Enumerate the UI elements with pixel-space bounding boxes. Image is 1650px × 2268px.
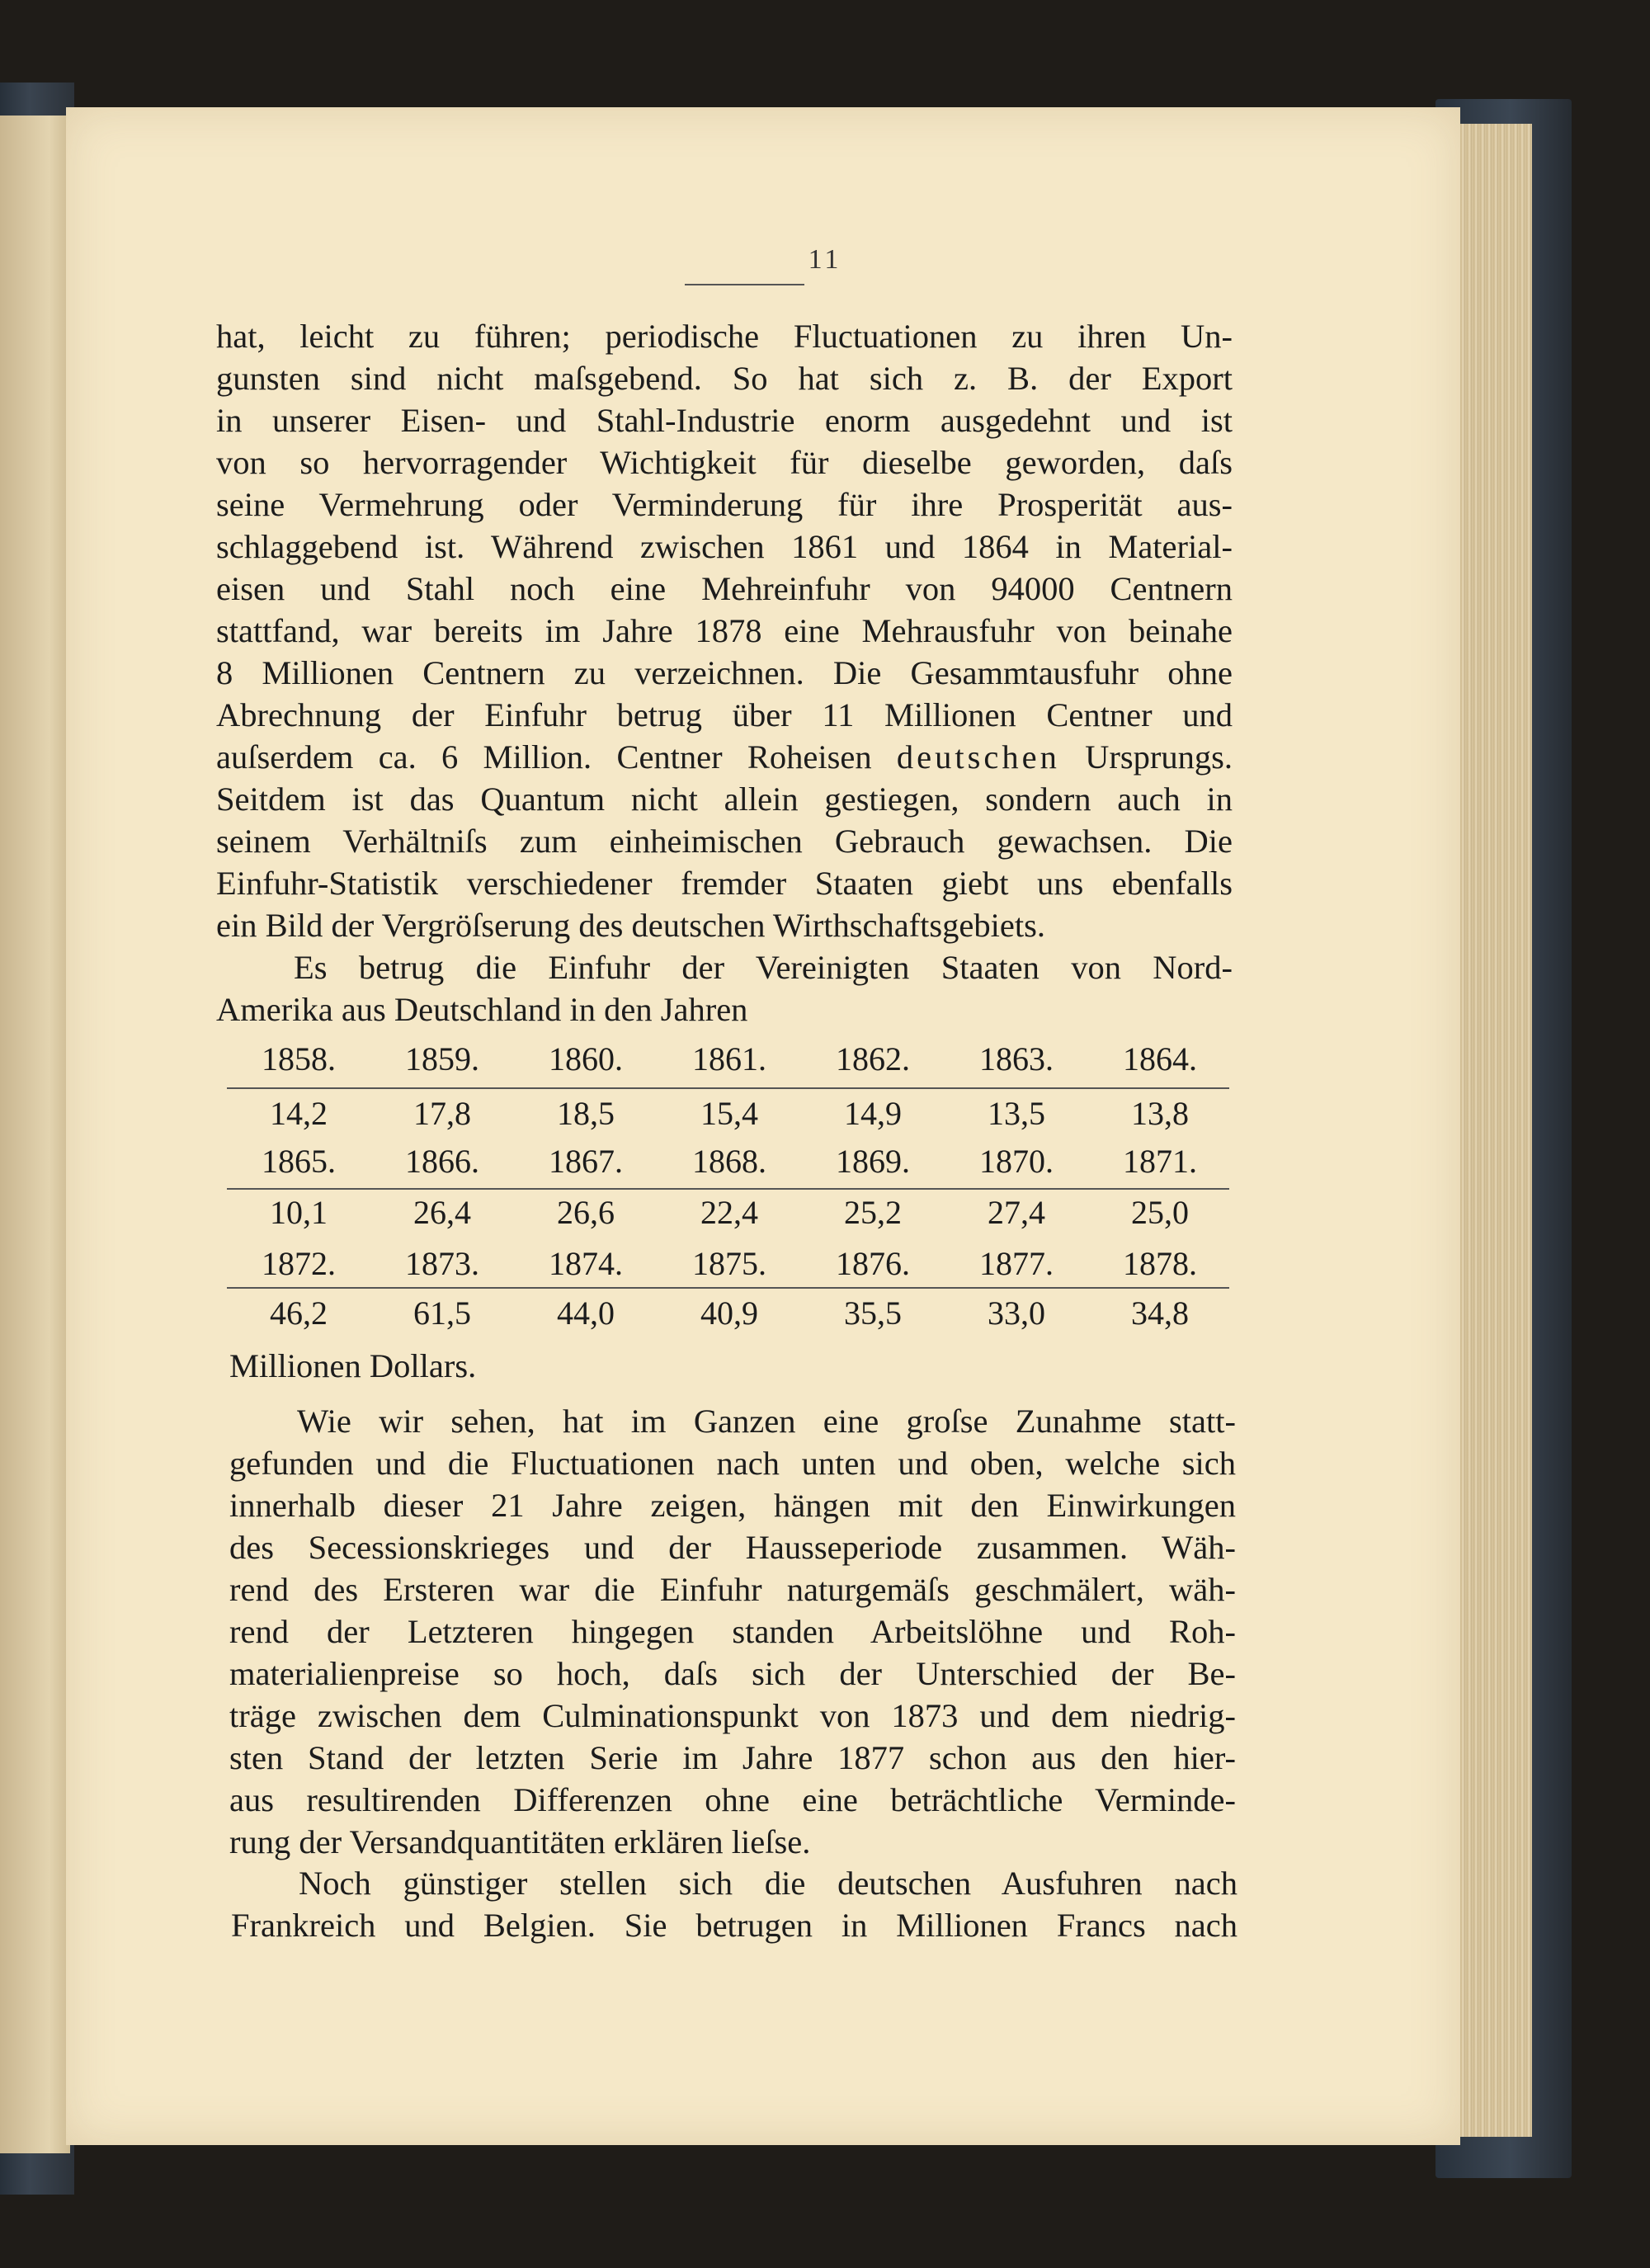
text-line: in unserer Eisen- und Stahl-Industrie enorm ausgedehnt und ist	[216, 402, 1233, 439]
left-page-edge	[0, 116, 70, 2153]
year-cell: 1875.	[692, 1245, 766, 1282]
text-line: Amerika aus Deutschland in den Jahren	[216, 991, 748, 1028]
year-cell: 1864.	[1123, 1040, 1197, 1077]
text-line: Abrechnung der Einfuhr betrug über 11 Millionen Centner und	[216, 696, 1233, 733]
text-line: von so hervorragender Wichtigkeit für dieselbe geworden, daſs	[216, 444, 1233, 481]
paragraph-3	[229, 1400, 1236, 1863]
text-line: Noch günstiger stellen sich die deutschen Ausfuhren nach	[299, 1865, 1238, 1902]
year-cell: 1862.	[836, 1040, 910, 1077]
text-line: materialienpreise so hoch, daſs sich der Unterschied der Be-	[229, 1655, 1236, 1692]
text-line: rung der Versandquantitäten erklären lieſse.	[229, 1823, 811, 1860]
paragraph-4	[231, 1862, 1238, 1946]
year-cell: 1874.	[549, 1245, 623, 1282]
value-cell: 22,4	[700, 1194, 758, 1231]
text-line: 8 Millionen Centnern zu verzeichnen. Die Gesammtausfuhr ohne	[216, 654, 1233, 691]
table-rule	[227, 1087, 1229, 1089]
year-cell: 1876.	[836, 1245, 910, 1282]
text-line: sten Stand der letzten Serie im Jahre 1877 schon aus den hier-	[229, 1739, 1236, 1776]
year-cell: 1870.	[979, 1143, 1054, 1180]
value-cell: 13,5	[988, 1095, 1045, 1132]
text-line: schlaggebend ist. Während zwischen 1861 und 1864 in Material-	[216, 528, 1233, 565]
text-line: aus resultirenden Differenzen ohne eine beträchtliche Verminde-	[229, 1781, 1236, 1818]
year-cell: 1860.	[549, 1040, 623, 1077]
value-cell: 35,5	[844, 1294, 902, 1332]
year-row	[227, 1244, 1233, 1285]
text-fragment: auſserdem ca. 6 Million. Centner Roheisen	[216, 738, 872, 776]
text-line: innerhalb dieser 21 Jahre zeigen, hängen mit den Einwirkungen	[229, 1487, 1236, 1524]
year-cell: 1858.	[262, 1040, 336, 1077]
table-rule	[227, 1287, 1229, 1289]
year-cell: 1872.	[262, 1245, 336, 1282]
value-row	[227, 1094, 1233, 1135]
year-cell: 1869.	[836, 1143, 910, 1180]
year-row	[227, 1040, 1233, 1081]
emphasized-word: deutschen	[896, 738, 1060, 776]
text-line: des Secessionskrieges und der Hausseperiode zusammen. Wäh-	[229, 1529, 1236, 1566]
year-cell: 1865.	[262, 1143, 336, 1180]
year-cell: 1871.	[1123, 1143, 1197, 1180]
value-cell: 18,5	[557, 1095, 615, 1132]
text-line: Wie wir sehen, hat im Ganzen eine groſse Zunahme statt-	[297, 1403, 1236, 1440]
value-cell: 26,4	[413, 1194, 471, 1231]
table-rule	[227, 1188, 1229, 1190]
page-number: 11	[808, 244, 842, 275]
paragraph-2	[216, 946, 1233, 1030]
year-cell: 1863.	[979, 1040, 1054, 1077]
table-caption: Millionen Dollars.	[229, 1347, 477, 1384]
text-line: träge zwischen dem Culminationspunkt von 1873 und dem niedrig-	[229, 1697, 1236, 1734]
value-cell: 33,0	[988, 1294, 1045, 1332]
page-number-rule	[685, 284, 804, 285]
text-line: Einfuhr-Statistik verschiedener fremder Staaten giebt uns ebenfalls	[216, 865, 1233, 902]
value-cell: 14,2	[270, 1095, 328, 1132]
paragraph-1	[216, 315, 1233, 946]
value-cell: 34,8	[1131, 1294, 1189, 1332]
year-cell: 1867.	[549, 1143, 623, 1180]
text-line: ein Bild der Vergröſserung des deutschen Wirthschaftsgebiets.	[216, 907, 1046, 944]
text-line	[216, 736, 1233, 778]
value-cell: 26,6	[557, 1194, 615, 1231]
value-cell: 25,0	[1131, 1194, 1189, 1231]
text-line: stattfand, war bereits im Jahre 1878 eine Mehrausfuhr von beinahe	[216, 612, 1233, 649]
text-line: seine Vermehrung oder Verminderung für ihre Prosperität aus-	[216, 486, 1233, 523]
year-cell: 1878.	[1123, 1245, 1197, 1282]
value-cell: 25,2	[844, 1194, 902, 1231]
value-cell: 14,9	[844, 1095, 902, 1132]
text-line: hat, leicht zu führen; periodische Fluctuationen zu ihren Un-	[216, 318, 1233, 355]
value-cell: 40,9	[700, 1294, 758, 1332]
value-row	[227, 1193, 1233, 1234]
text-line: Frankreich und Belgien. Sie betrugen in Millionen Francs nach	[231, 1907, 1238, 1944]
value-cell: 17,8	[413, 1095, 471, 1132]
text-line: gunsten sind nicht maſsgebend. So hat sich z. B. der Export	[216, 360, 1233, 397]
value-cell: 27,4	[988, 1194, 1045, 1231]
value-cell: 44,0	[557, 1294, 615, 1332]
year-cell: 1861.	[692, 1040, 766, 1077]
text-fragment: Ursprungs.	[1085, 738, 1233, 776]
value-cell: 13,8	[1131, 1095, 1189, 1132]
text-line: rend des Ersteren war die Einfuhr naturgemäſs geschmälert, wäh-	[229, 1571, 1236, 1608]
text-line: gefunden und die Fluctuationen nach unten und oben, welche sich	[229, 1445, 1236, 1482]
year-cell: 1866.	[405, 1143, 479, 1180]
text-line: rend der Letzteren hingegen standen Arbeitslöhne und Roh-	[229, 1613, 1236, 1650]
year-cell: 1877.	[979, 1245, 1054, 1282]
value-cell: 10,1	[270, 1194, 328, 1231]
year-cell: 1873.	[405, 1245, 479, 1282]
text-line: seinem Verhältniſs zum einheimischen Gebrauch gewachsen. Die	[216, 823, 1233, 860]
value-cell: 46,2	[270, 1294, 328, 1332]
year-cell: 1859.	[405, 1040, 479, 1077]
year-row	[227, 1142, 1233, 1183]
text-line: Seitdem ist das Quantum nicht allein gestiegen, sondern auch in	[216, 780, 1233, 818]
year-cell: 1868.	[692, 1143, 766, 1180]
text-line: eisen und Stahl noch eine Mehreinfuhr von 94000 Centnern	[216, 570, 1233, 607]
value-cell: 61,5	[413, 1294, 471, 1332]
value-row	[227, 1294, 1233, 1335]
text-line: Es betrug die Einfuhr der Vereinigten Staaten von Nord-	[294, 949, 1233, 986]
value-cell: 15,4	[700, 1095, 758, 1132]
